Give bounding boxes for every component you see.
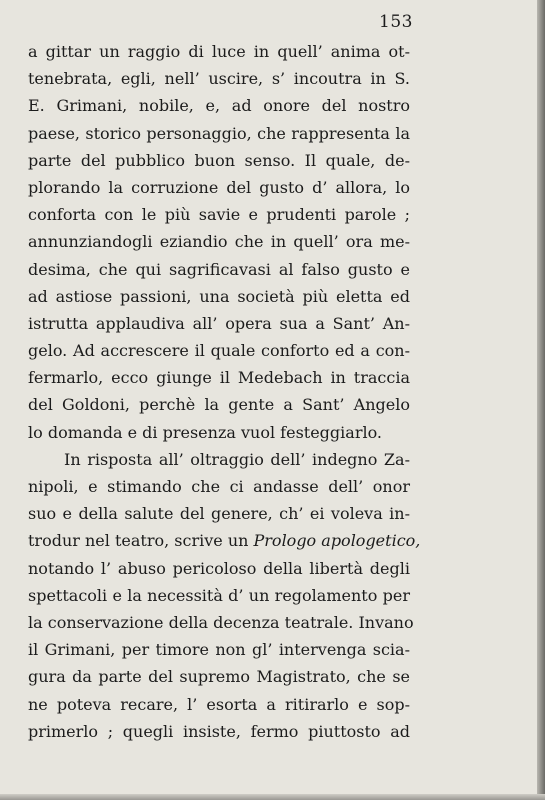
text-line: ad astiose passioni, una società più eletta ed [28,286,410,306]
text-line: notando l’ abuso pericoloso della libertà degli [28,558,410,578]
text-line: lo domanda e di presenza vuol festeggiarlo. [28,422,383,442]
text-line: tenebrata, egli, nell’ uscire, s’ incoutra in S. [28,69,410,89]
text-line: a gittar un raggio di luce in quell’ anima ot- [28,42,410,61]
text-line: desima, che qui sagrificavasi al falso gusto e [28,259,410,279]
text-line: fermarlo, ecco giunge il Medebach in traccia [28,368,410,388]
text-line: annunziandogli eziandio che in quell’ ora me- [28,232,410,252]
text-line: gura da parte del supremo Magistrato, che se [28,667,410,687]
text-line: spettacoli e la necessità d’ un regolamento per [28,585,410,605]
text-line: gelo. Ad accrescere il quale conforto ed a con- [28,341,410,361]
text-line: primerlo ; quegli insiste, fermo piuttosto ad [28,721,410,741]
text-line: suo e della salute del genere, ch’ ei voleva in- [28,504,410,524]
text-line: In risposta all’ oltraggio dell’ indegno Za- [64,449,410,469]
text-line: nipoli, e stimando che ci andasse dell’ onor [28,477,410,496]
text-line: la conservazione della decenza teatrale. Invano [28,612,414,632]
text-line: il Grimani, per timore non gl’ intervenga scia- [28,640,410,660]
text-line: parte del pubblico buon senso. Il quale, de- [28,150,410,170]
text-line: istrutta applaudiva all’ opera sua a Sant’ An- [28,313,410,333]
text-line: conforta con le più savie e prudenti parole ; [28,205,410,225]
page-edge-shadow [537,0,545,800]
text-line: E. Grimani, nobile, e, ad onore del nostro [28,96,410,116]
text-line: paese, storico personaggio, che rappresenta la [28,123,410,143]
body-text [28,38,421,745]
page-number: 153 [379,12,413,32]
text-line: ne poteva recare, l’ esorta a ritirarlo e sop- [28,694,410,714]
text-line: plorando la corruzione del gusto d’ allora, lo [28,177,410,197]
text-line: del Goldoni, perchè la gente a Sant’ Angelo [28,395,410,415]
text-line-part: trodur nel teatro, scrive un [28,531,254,551]
italic-title: Prologo apologetico, [253,531,421,551]
page-bottom-edge [0,794,545,800]
text-line-with-title [28,527,421,554]
